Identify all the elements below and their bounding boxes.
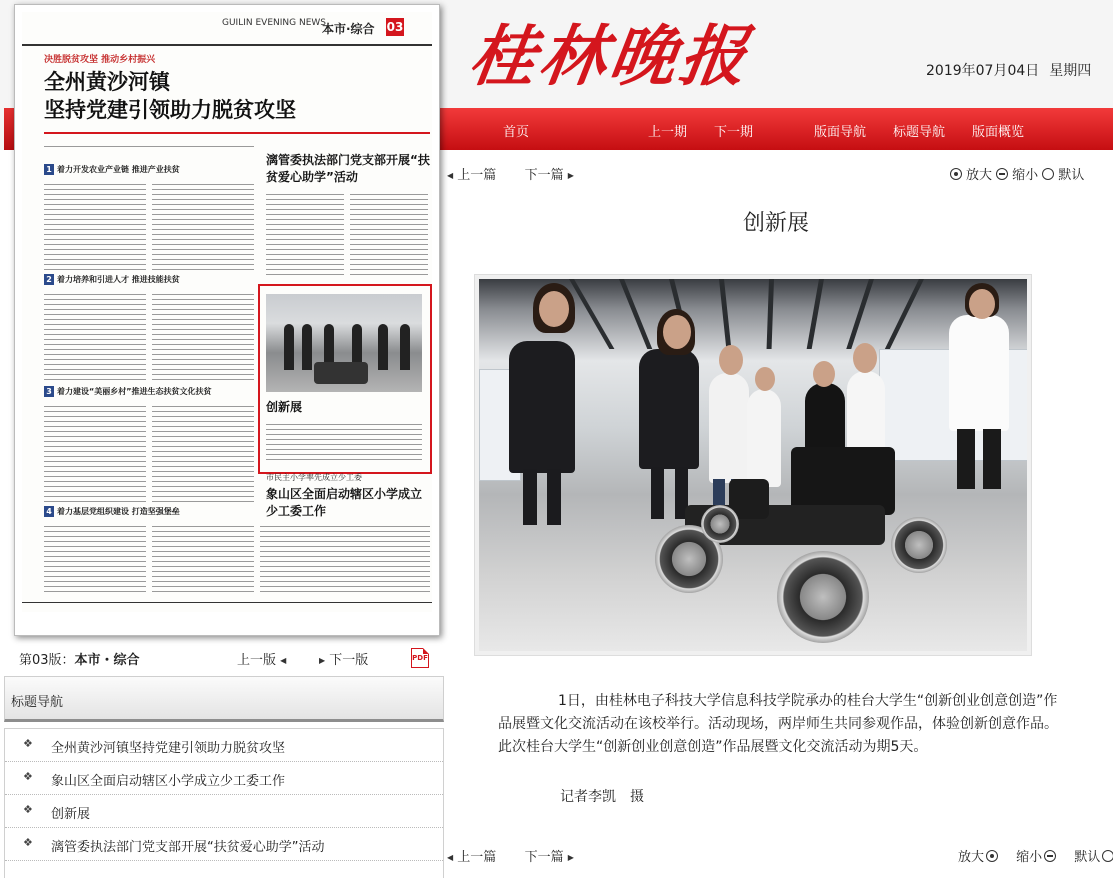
radio-empty-icon — [1102, 850, 1113, 862]
page-thumbnail[interactable] — [22, 12, 432, 612]
np-text-block — [266, 190, 344, 278]
bullet-icon: ❖ — [23, 737, 33, 750]
np-subhead-3: 3 着力建设“美丽乡村”推进生态扶贫文化扶贫 — [44, 386, 212, 397]
prev-article-link[interactable]: 上一篇 — [457, 168, 497, 183]
np-text-block — [350, 190, 428, 278]
prev-article-link[interactable]: 上一篇 — [457, 850, 497, 865]
zoom-default-option[interactable]: 默认 — [1074, 850, 1113, 865]
title-nav-item[interactable]: ❖ 全州黄沙河镇坚持党建引领助力脱贫攻坚 — [5, 729, 443, 762]
np-text-block — [152, 180, 254, 270]
zoom-in-option[interactable]: 放大 — [958, 850, 1012, 865]
title-nav-item[interactable]: ❖ 象山区全面启动辖区小学成立少工委工作 — [5, 762, 443, 795]
title-nav-item[interactable]: ❖ 创新展 — [5, 795, 443, 828]
article-title: 创新展 — [743, 211, 810, 236]
issue-date — [926, 60, 1101, 80]
np-text-block — [44, 522, 146, 596]
triangle-right-icon: ▶ — [567, 853, 574, 862]
np-subhead-4: 4 着力基层党组织建设 打造坚强堡垒 — [44, 506, 180, 517]
zoom-controls-top — [950, 164, 1084, 183]
next-article-link[interactable]: 下一篇 — [524, 850, 564, 865]
radio-empty-icon — [1042, 168, 1054, 180]
edition-label: 第03版：本市・综合 — [19, 653, 140, 668]
np-headline-line1: 全州黄沙河镇 — [44, 69, 170, 94]
site-logo[interactable]: 桂林晚报 — [464, 17, 756, 95]
np-kicker: 决胜脱贫攻坚 推动乡村振兴 — [44, 55, 156, 65]
np-text-block — [152, 402, 254, 502]
radio-selected-icon — [950, 168, 962, 180]
np-headline-line2: 坚持党建引领助力脱贫攻坚 — [44, 97, 296, 122]
photo-credit: 记者李凯 摄 — [560, 789, 644, 805]
np-side2-kicker: 市民主小学率先成立少工委 — [266, 473, 362, 482]
date-text: 2019年07月04日 — [926, 63, 1040, 79]
np-footer-rule — [22, 602, 432, 603]
radio-minus-icon — [996, 168, 1008, 180]
np-masthead — [22, 12, 432, 46]
np-text-block — [152, 290, 254, 382]
nav-page-nav[interactable]: 版面导航 — [814, 125, 867, 140]
article-body-text: 1日，由桂林电子科技大学信息科技学院承办的桂台大学生“创新创业创意创造”作品展暨文化交流活动在该校举行。活动现场，两岸师生共同参观作品，体验创新创意作品。此次桂台大学生“创新创业创意创造”作品展暨文化交流活动为期5天。 — [498, 693, 1058, 755]
np-subhead-2: 2 着力培养和引进人才 推进技能扶贫 — [44, 274, 180, 285]
title-nav-heading: 标题导航 — [11, 695, 64, 710]
np-text-block — [260, 522, 430, 596]
weekday-text: 星期四 — [1049, 63, 1092, 79]
title-nav-header — [4, 676, 444, 722]
zoom-default-option[interactable]: 默认 — [1042, 168, 1084, 183]
radio-minus-icon — [1044, 850, 1056, 862]
np-text-block — [152, 522, 254, 596]
triangle-left-icon: ◀ — [447, 853, 454, 862]
title-nav-list — [4, 728, 444, 878]
bullet-icon: ❖ — [23, 836, 33, 849]
nav-page-overview[interactable]: 版面概览 — [972, 125, 1025, 140]
zoom-out-option[interactable]: 缩小 — [996, 168, 1038, 183]
article-nav-top — [447, 164, 574, 183]
np-text-block — [44, 402, 146, 502]
next-article-link[interactable]: 下一篇 — [524, 168, 564, 183]
triangle-right-icon: ▶ — [319, 656, 326, 665]
nav-home[interactable]: 首页 — [503, 125, 530, 140]
radio-selected-icon — [986, 850, 998, 862]
np-text-block — [266, 420, 422, 464]
nav-next-issue[interactable]: 下一期 — [714, 125, 754, 140]
np-subhead-1: 1 着力开发农业产业链 推进产业扶贫 — [44, 164, 180, 175]
article-photo[interactable] — [479, 279, 1027, 651]
np-brand: GUILIN EVENING NEWS — [222, 18, 326, 28]
triangle-left-icon: ◀ — [280, 656, 287, 665]
nav-prev-issue[interactable]: 上一期 — [648, 125, 688, 140]
triangle-left-icon: ◀ — [447, 171, 454, 180]
next-page-link[interactable]: ▶ 下一版 — [319, 653, 369, 668]
np-selected-article[interactable] — [258, 284, 432, 474]
bullet-icon: ❖ — [23, 770, 33, 783]
zoom-in-option[interactable]: 放大 — [950, 168, 992, 183]
np-divider — [44, 132, 430, 134]
nav-title-nav[interactable]: 标题导航 — [893, 125, 946, 140]
zoom-out-option[interactable]: 缩小 — [1016, 850, 1070, 865]
bullet-icon: ❖ — [23, 803, 33, 816]
np-side2-title[interactable]: 象山区全面启动辖区小学成立少工委工作 — [266, 487, 423, 518]
title-nav-item[interactable]: ❖ 漓管委执法部门党支部开展“扶贫爱心助学”活动 — [5, 828, 443, 861]
np-side-article-title[interactable]: 漓管委执法部门党支部开展“扶贫爱心助学”活动 — [266, 153, 430, 184]
article-nav-bottom — [447, 846, 574, 865]
article-body — [498, 690, 1058, 759]
prev-page-link[interactable]: 上一版 ◀ — [237, 653, 287, 668]
np-text-block — [44, 290, 146, 382]
np-text-block — [44, 142, 254, 150]
pdf-icon[interactable]: PDF — [411, 648, 429, 668]
edition-row — [19, 649, 439, 669]
np-text-block — [44, 180, 146, 270]
article-photo-frame — [474, 274, 1032, 656]
triangle-right-icon: ▶ — [567, 171, 574, 180]
np-selected-title: 创新展 — [266, 400, 303, 414]
np-page-number: 03 — [386, 20, 404, 34]
np-headline[interactable] — [44, 68, 424, 124]
np-edition-tag: 本市·综合 — [322, 22, 375, 36]
np-article-photo — [266, 294, 422, 392]
zoom-controls-bottom — [958, 846, 1113, 865]
